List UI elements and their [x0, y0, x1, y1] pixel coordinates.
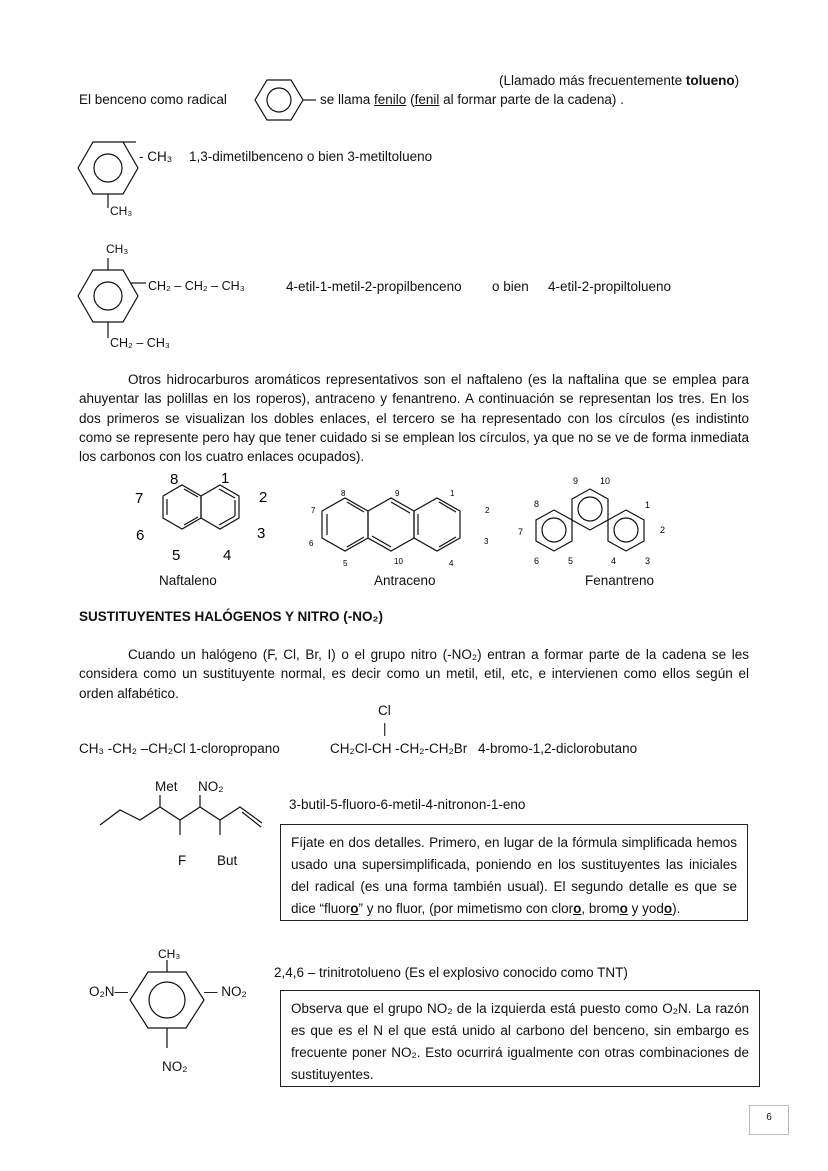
cl-bond: | [383, 721, 387, 736]
page-number: 6 [766, 1112, 772, 1123]
ex2-sub-right: CH₂ – CH₂ – CH₃ [148, 279, 245, 293]
radical-label: El benceno como radical [79, 92, 227, 107]
fen-n1: 1 [645, 500, 651, 510]
sub-met: Met [155, 779, 178, 794]
note-box-fluoro: Fíjate en dos detalles. Primero, en lugar de la fórmula simplificada hemos usado una supersimplificada, poniendo en los sustituyentes las iniciales del radical (es una forma también usual). El segundo detalle es que se dice “fluoro” y no fluor, (por mimetismo con cloro, bromo y yodo). [280, 824, 748, 921]
fen-n6: 6 [534, 556, 540, 566]
skeletal-name: 3-butil-5-fluoro-6-metil-4-nitronon-1-eno [289, 797, 526, 812]
ant-n10: 10 [394, 557, 403, 566]
tnt-name: 2,4,6 – trinitrotolueno (Es el explosivo conocido como TNT) [274, 965, 628, 980]
naf-n6: 6 [136, 527, 145, 544]
ex2-sub-top: CH₃ [106, 242, 129, 256]
ex1-sub-bottom: CH₃ [110, 204, 133, 218]
fen-n9: 9 [573, 476, 579, 486]
ant-n7: 7 [311, 506, 316, 515]
tnt-ch3: CH₃ [158, 947, 181, 961]
name-bromodiclorobutano: 4-bromo-1,2-diclorobutano [478, 741, 638, 756]
paragraph-halogenos: Cuando un halógeno (F, Cl, Br, I) o el grupo nitro (-NO₂) entran a formar parte de la cadena se les considera como un sustituyente normal, es decir como un metil, etil, etc, e intervienen como ellos según el orden alfabético. [79, 647, 749, 701]
ant-n3: 3 [484, 537, 489, 546]
sub-f: F [178, 853, 187, 868]
fenilo-sentence: se llama fenilo (fenil al formar parte de la cadena) . [320, 92, 624, 107]
fenantreno-structure [510, 472, 670, 572]
ex2-sub-bottom: CH₂ – CH₃ [110, 336, 170, 350]
fen-n4: 4 [611, 556, 617, 566]
dimethylbenzene-structure [76, 132, 146, 212]
tnt-structure [125, 960, 215, 1060]
ex2-name-or: o bien [492, 279, 529, 294]
fen-n2: 2 [660, 525, 666, 535]
ant-n5: 5 [343, 559, 348, 568]
sub-no2: NO₂ [198, 779, 224, 794]
fen-n3: 3 [645, 556, 651, 566]
fen-n7: 7 [518, 527, 524, 537]
ant-n2: 2 [485, 506, 490, 515]
naf-n5: 5 [172, 547, 181, 564]
tnt-no2-right: — NO₂ [204, 984, 247, 999]
page-number-box [749, 1105, 789, 1135]
cl-top: Cl [378, 703, 391, 718]
formula-cloropropano: CH₃ -CH₂ –CH₂Cl [79, 741, 186, 756]
ant-n9: 9 [395, 489, 400, 498]
ant-n1: 1 [450, 489, 455, 498]
naf-n8: 8 [170, 471, 179, 488]
ex1-sub-top: - CH₃ [139, 149, 173, 164]
naf-n1: 1 [221, 470, 230, 487]
ex1-name: 1,3-dimetilbenceno o bien 3-metiltolueno [189, 149, 433, 164]
naf-n3: 3 [257, 525, 266, 542]
name-cloropropano: 1-cloropropano [189, 741, 280, 756]
antraceno-label: Antraceno [374, 573, 436, 588]
sub-but: But [217, 853, 238, 868]
ant-n4: 4 [449, 559, 454, 568]
paragraph-aromaticos: Otros hidrocarburos aromáticos representativos son el naftaleno (es la naftalina que se emplea para ahuyentar las polillas en los roperos), antraceno y fenantreno. A continuación se representan los tres. En los dos primeros se visualizan los dobles enlaces, el tercero se ha representado con los círculos (es indistinto como se represente pero hay que tener cuidado si se emplean los círculos, ya que no se ve de forma inmediata los carbonos con los cuatro enlaces ocupados). [79, 372, 749, 465]
naftaleno-structure [128, 468, 278, 568]
tnt-o2n: O₂N— [89, 984, 128, 999]
fen-n5: 5 [568, 556, 574, 566]
naf-n2: 2 [259, 489, 268, 506]
naf-n7: 7 [135, 490, 144, 507]
note-box-o2n: Observa que el grupo NO₂ de la izquierda está puesto como O₂N. La razón es que es el N el que está unido al carbono del benceno, sin embargo es frecuente poner NO₂. Esto ocurrirá igualmente con otras combinaciones de sustituyentes. [280, 990, 760, 1087]
ant-n6: 6 [309, 539, 314, 548]
tnt-no2-bottom: NO₂ [162, 1059, 188, 1074]
ant-n8: 8 [341, 489, 346, 498]
ex2-name-b: 4-etil-2-propiltolueno [548, 279, 672, 294]
tolueno-note: (Llamado más frecuentemente tolueno) [499, 73, 740, 88]
benzene-radical-structure [250, 75, 320, 125]
section-title: SUSTITUYENTES HALÓGENOS Y NITRO (-NO₂) [79, 609, 384, 624]
fen-n10: 10 [600, 476, 611, 486]
ex2-name-a: 4-etil-1-metil-2-propilbenceno [286, 279, 462, 294]
skeletal-structure [100, 795, 270, 845]
antraceno-structure [304, 488, 499, 568]
formula-bromodiclorobutano: CH₂Cl-CH -CH₂-CH₂Br [330, 741, 468, 756]
fen-n8: 8 [534, 499, 540, 509]
fenantreno-label: Fenantreno [585, 573, 655, 588]
naf-n4: 4 [223, 547, 232, 564]
naftaleno-label: Naftaleno [159, 573, 217, 588]
